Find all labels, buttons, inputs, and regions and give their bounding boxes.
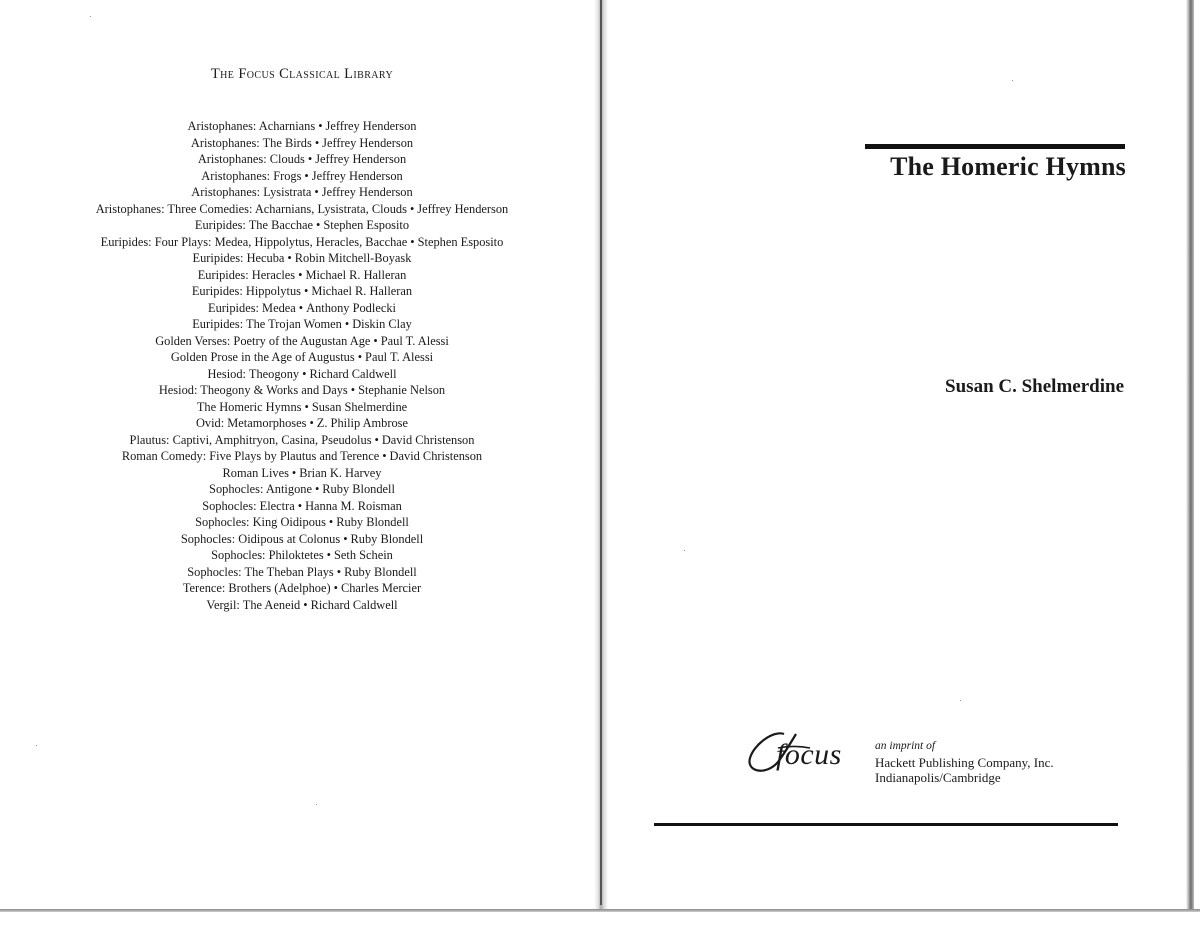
book-title-entry: Sophocles: Electra — [202, 498, 295, 513]
book-title-entry: Sophocles: King Oidipous — [195, 515, 326, 529]
book-title-entry: Hesiod: Theogony & Works and Days — [158, 383, 348, 397]
book-list-item — [0, 481, 604, 498]
book-translator: Robin Mitchell-Boyask — [294, 251, 412, 265]
book-title-entry: Golden Prose in the Age of Augustus — [170, 350, 355, 364]
paper-speck — [36, 745, 37, 746]
paper-speck — [684, 550, 685, 551]
imprint-line: an imprint of — [875, 740, 936, 752]
book-translator: Jeffrey Henderson — [311, 168, 403, 183]
separator-dot: • — [357, 350, 363, 364]
book-title-entry: Ovid: Metamorphoses — [195, 416, 307, 430]
book-translator: Ruby Blondell — [322, 482, 395, 496]
separator-dot: • — [333, 581, 338, 595]
paper-speck — [1012, 80, 1013, 81]
book-list-item — [0, 349, 604, 366]
separator-dot: • — [344, 317, 350, 331]
book-title-entry: Hesiod: Theogony — [207, 366, 300, 381]
separator-dot: • — [307, 152, 313, 166]
book-list-item — [0, 283, 604, 300]
book-list-item — [0, 184, 604, 201]
paper-speck — [960, 700, 961, 701]
book-translator: Paul T. Alessi — [365, 350, 434, 364]
book-translator: Ruby Blondell — [344, 564, 417, 579]
book-title-entry: Euripides: Four Plays: Medea, Hippolytus, Heracles, Bacchae — [100, 234, 408, 249]
book-translator: Jeffrey Henderson — [321, 185, 413, 199]
book-title-entry: Aristophanes: The Birds — [190, 135, 312, 150]
book-translator: Stephen Esposito — [323, 218, 410, 232]
title-rule — [865, 144, 1125, 149]
book-translator: Jeffrey Henderson — [417, 201, 509, 216]
separator-dot: • — [314, 185, 319, 199]
book-translator: Stephanie Nelson — [358, 383, 446, 397]
book-list-item — [0, 366, 604, 383]
publisher-block — [744, 726, 1164, 796]
separator-dot: • — [373, 333, 378, 348]
separator-dot: • — [374, 432, 379, 447]
separator-dot: • — [298, 267, 303, 282]
separator-dot: • — [328, 515, 334, 529]
book-list-item — [0, 300, 604, 317]
book-translator: Paul T. Alessi — [380, 333, 449, 348]
separator-dot: • — [304, 399, 309, 414]
book-translator: Anthony Podlecki — [306, 300, 396, 315]
author-name: Susan C. Shelmerdine — [945, 376, 1124, 397]
separator-dot: • — [343, 531, 348, 546]
book-list-item — [0, 135, 604, 152]
book-list-item — [0, 382, 604, 399]
right-page — [612, 0, 1186, 910]
book-list-item — [0, 547, 604, 564]
book-title-entry: Aristophanes: Three Comedies: Acharnians, Lysistrata, Clouds — [95, 201, 407, 216]
book-list-item — [0, 564, 604, 581]
separator-dot: • — [309, 416, 314, 430]
book-list-item — [0, 498, 604, 515]
book-title-entry: Sophocles: Antigone — [209, 482, 312, 496]
book-list-item — [0, 168, 604, 185]
bottom-rule — [654, 823, 1118, 826]
book-title-entry: Euripides: Hippolytus — [191, 284, 301, 298]
book-list-item — [0, 118, 604, 135]
left-page — [0, 0, 598, 910]
book-list-item — [0, 432, 604, 449]
book-title-entry: The Homeric Hymns — [196, 399, 302, 414]
book-title-entry: Euripides: Heracles — [197, 267, 296, 282]
book-list-item — [0, 234, 604, 251]
separator-dot: • — [316, 218, 321, 232]
book-title-entry: Aristophanes: Clouds — [197, 152, 305, 166]
book-list — [0, 118, 604, 613]
book-translator: Michael R. Halleran — [305, 267, 407, 282]
gutter-line — [600, 0, 602, 905]
separator-dot: • — [410, 234, 415, 249]
separator-dot: • — [326, 548, 332, 562]
publisher-name: Hackett Publishing Company, Inc. — [875, 755, 1054, 770]
book-list-item — [0, 580, 604, 597]
book-translator: Ruby Blondell — [350, 531, 424, 546]
series-title: The Focus Classical Library — [210, 66, 394, 82]
book-title-entry: Sophocles: Philoktetes — [211, 548, 324, 562]
book-list-item — [0, 448, 604, 465]
separator-dot: • — [303, 284, 309, 298]
book-title-entry: Terence: Brothers (Adelphoe) — [182, 581, 331, 595]
book-list-item — [0, 399, 604, 416]
book-translator: Brian K. Harvey — [299, 465, 382, 480]
book-title-entry: Plautus: Captivi, Amphitryon, Casina, Pseudolus — [129, 432, 372, 447]
book-list-item — [0, 201, 604, 218]
bottom-edge-shadow — [0, 909, 1200, 912]
separator-dot: • — [318, 119, 323, 133]
separator-dot: • — [291, 465, 297, 480]
book-list-item — [0, 316, 604, 333]
book-translator: David Christenson — [381, 432, 475, 447]
book-title-entry: Euripides: Hecuba — [192, 251, 285, 265]
book-translator: Richard Caldwell — [309, 366, 397, 381]
separator-dot: • — [314, 135, 320, 150]
separator-dot: • — [298, 300, 304, 315]
focus-logo — [744, 726, 870, 778]
book-list-item — [0, 333, 604, 350]
book-translator: Diskin Clay — [352, 317, 412, 331]
book-translator: Stephen Esposito — [417, 234, 504, 249]
logo-text: focus — [776, 738, 842, 771]
book-list-item — [0, 250, 604, 267]
separator-dot: • — [304, 168, 309, 183]
book-list-item — [0, 415, 604, 432]
book-list-item — [0, 151, 604, 168]
book-list-item — [0, 597, 604, 614]
book-translator: Jeffrey Henderson — [315, 152, 407, 166]
book-translator: Seth Schein — [334, 548, 393, 562]
book-list-item — [0, 514, 604, 531]
book-translator: Z. Philip Ambrose — [316, 416, 409, 430]
book-translator: Jeffrey Henderson — [325, 119, 417, 133]
book-title-entry: Aristophanes: Lysistrata — [191, 185, 312, 199]
book-title-entry: Aristophanes: Frogs — [201, 168, 302, 183]
book-title-entry: Golden Verses: Poetry of the Augustan Age — [155, 333, 371, 348]
book-translator: David Christenson — [389, 449, 483, 463]
book-title-entry: Euripides: The Bacchae — [194, 218, 314, 232]
separator-dot: • — [302, 366, 307, 381]
book-list-item — [0, 465, 604, 482]
book-title: The Homeric Hymns — [890, 152, 1126, 181]
paper-speck — [316, 804, 317, 805]
separator-dot: • — [287, 251, 292, 265]
book-title-entry: Sophocles: Oidipous at Colonus — [180, 531, 341, 546]
book-list-item — [0, 217, 604, 234]
book-translator: Michael R. Halleran — [311, 284, 413, 298]
separator-dot: • — [303, 597, 308, 612]
book-translator: Hanna M. Roisman — [305, 498, 402, 513]
separator-dot: • — [297, 498, 303, 513]
book-title-entry: Sophocles: The Theban Plays — [187, 564, 334, 579]
separator-dot: • — [409, 201, 415, 216]
page-edge-shadow — [1186, 0, 1194, 912]
book-title-entry: Roman Lives — [222, 465, 289, 480]
book-translator: Susan Shelmerdine — [311, 399, 408, 414]
book-list-item — [0, 267, 604, 284]
separator-dot: • — [382, 449, 387, 463]
book-translator: Jeffrey Henderson — [322, 135, 414, 150]
book-title-entry: Roman Comedy: Five Plays by Plautus and Terence — [121, 449, 380, 463]
book-title-entry: Euripides: The Trojan Women — [192, 317, 342, 331]
separator-dot: • — [336, 564, 342, 579]
book-list-item — [0, 531, 604, 548]
book-title-entry: Aristophanes: Acharnians — [187, 119, 316, 133]
paper-speck — [90, 16, 91, 17]
publisher-cities: Indianapolis/Cambridge — [875, 770, 1001, 785]
book-translator: Ruby Blondell — [336, 515, 409, 529]
separator-dot: • — [350, 383, 356, 397]
book-title-entry: Euripides: Medea — [208, 300, 296, 315]
book-translator: Charles Mercier — [340, 581, 422, 595]
separator-dot: • — [314, 482, 320, 496]
book-translator: Richard Caldwell — [310, 597, 398, 612]
book-title-entry: Vergil: The Aeneid — [206, 597, 301, 612]
